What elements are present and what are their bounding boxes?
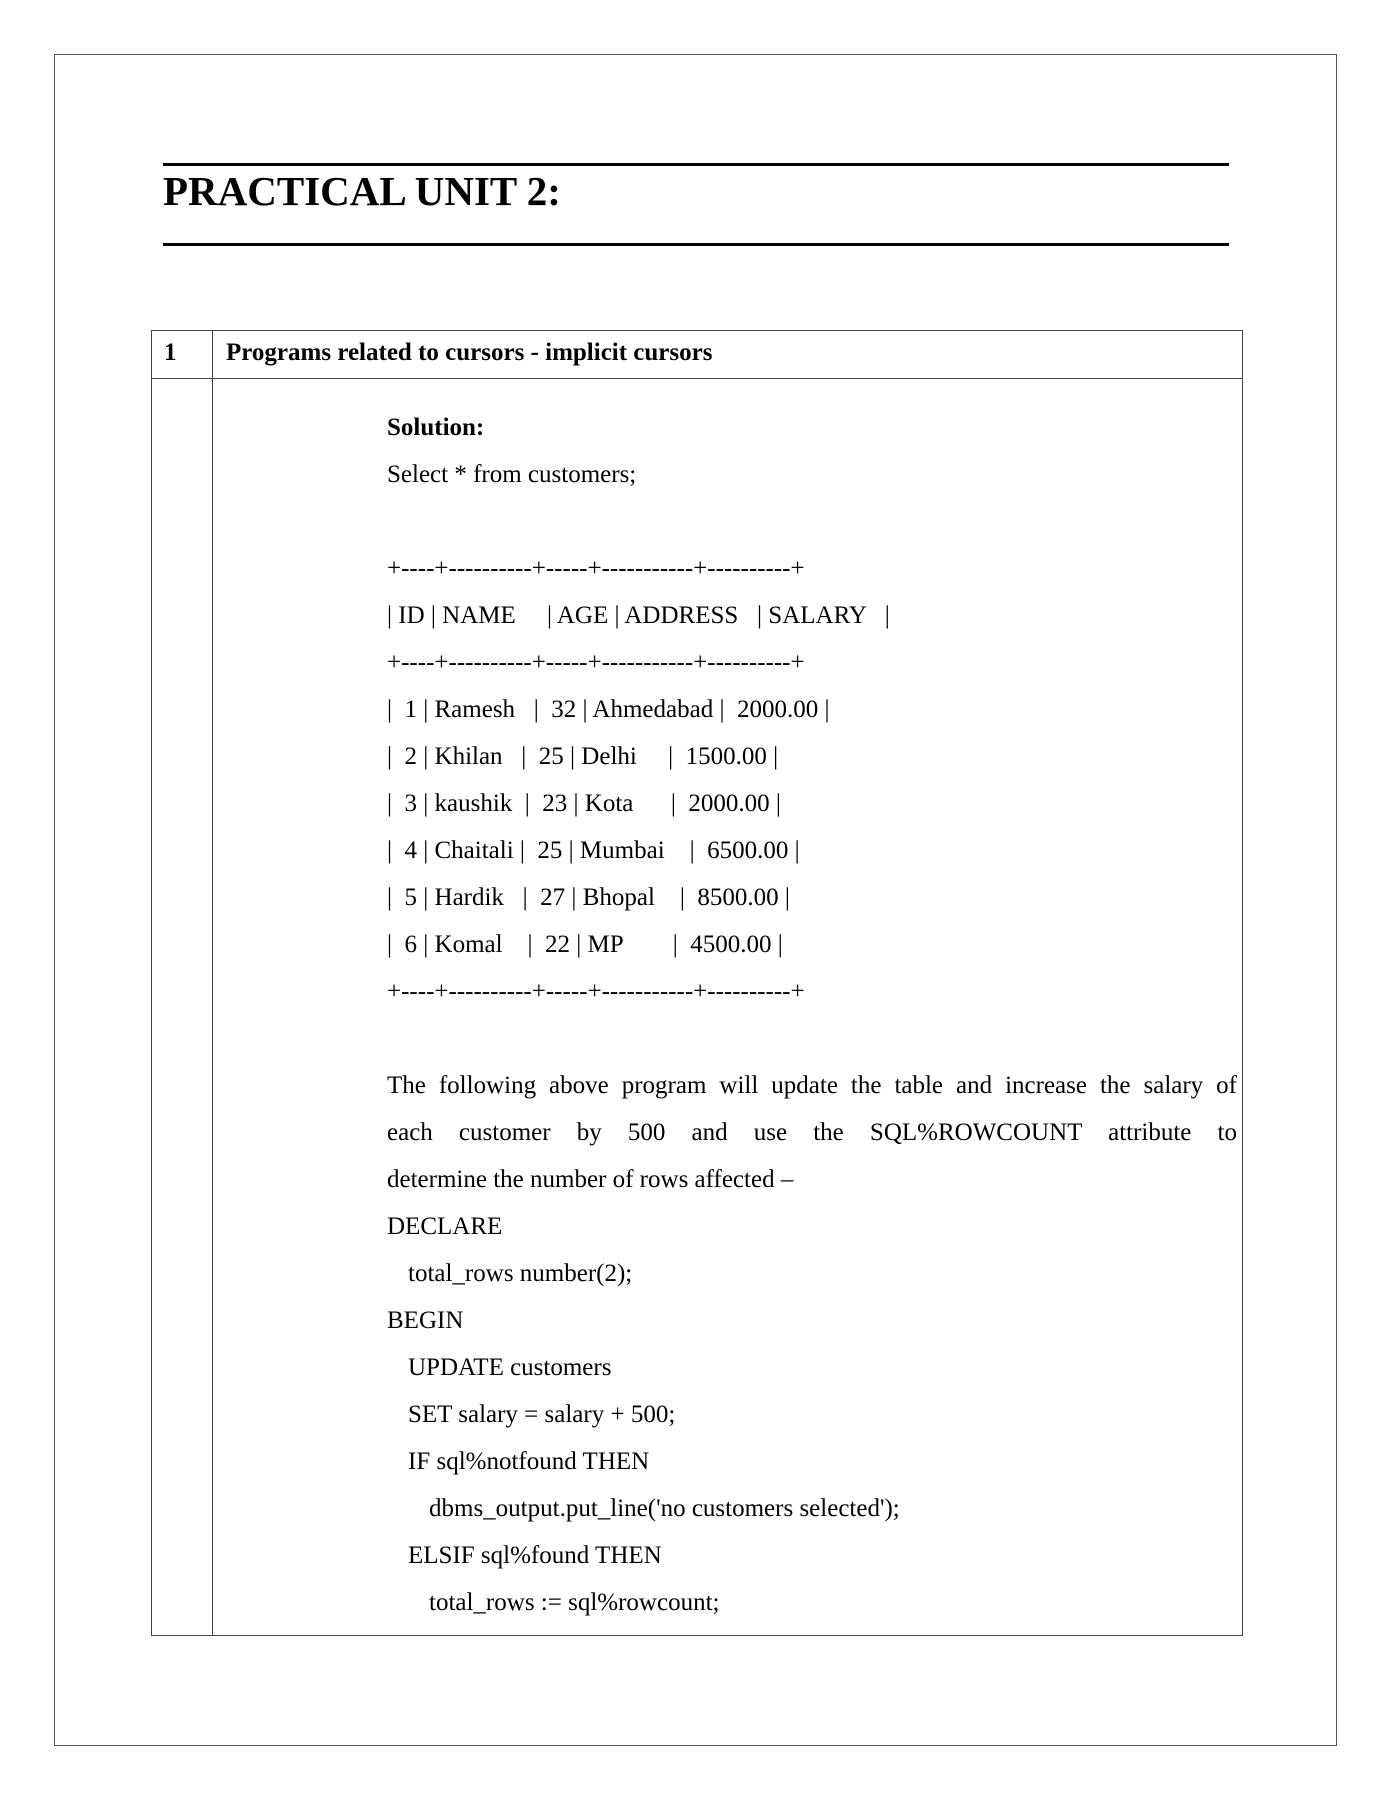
code-line: total_rows number(2); [408,1260,633,1287]
ascii-border: +----+----------+-----+-----------+----------+ [387,555,805,582]
paragraph-line: The following above program will update the table and increase the salary of [387,1072,1237,1099]
row-number: 1 [164,339,177,366]
ascii-row: | 2 | Khilan | 25 | Delhi | 1500.00 | [387,743,779,770]
ascii-row: | 5 | Hardik | 27 | Bhopal | 8500.00 | [387,884,790,911]
ascii-row: | 6 | Komal | 22 | MP | 4500.00 | [387,931,783,958]
code-line: IF sql%notfound THEN [408,1448,650,1475]
solution-label: Solution: [387,414,485,441]
ascii-row: | 1 | Ramesh | 32 | Ahmedabad | 2000.00 | [387,696,830,723]
blank-line [387,498,1237,545]
page-title: PRACTICAL UNIT 2: [163,168,561,214]
column-divider [212,331,213,1635]
code-line: BEGIN [387,1307,464,1334]
ascii-border: +----+----------+-----+-----------+----------+ [387,649,805,676]
paragraph-line: determine the number of rows affected – [387,1166,794,1193]
ascii-border: +----+----------+-----+-----------+----------+ [387,978,805,1005]
code-line: UPDATE customers [408,1354,612,1381]
blank-line [387,1015,1237,1062]
code-line: total_rows := sql%rowcount; [429,1589,720,1616]
ascii-header: | ID | NAME | AGE | ADDRESS | SALARY | [387,602,890,629]
paragraph-line: each customer by 500 and use the SQL%ROWCOUNT attribute to [387,1119,1237,1146]
code-line: DECLARE [387,1213,503,1240]
solution-content [387,404,1237,1626]
row-title: Programs related to cursors - implicit cursors [226,339,713,366]
row-divider [152,378,1242,379]
code-line: dbms_output.put_line('no customers selected'); [429,1495,900,1522]
ascii-row: | 4 | Chaitali | 25 | Mumbai | 6500.00 | [387,837,800,864]
code-line: SET salary = salary + 500; [408,1401,676,1428]
ascii-row: | 3 | kaushik | 23 | Kota | 2000.00 | [387,790,781,817]
heading-rule-bottom [163,243,1229,246]
sql-query: Select * from customers; [387,461,637,488]
code-line: ELSIF sql%found THEN [408,1542,662,1569]
